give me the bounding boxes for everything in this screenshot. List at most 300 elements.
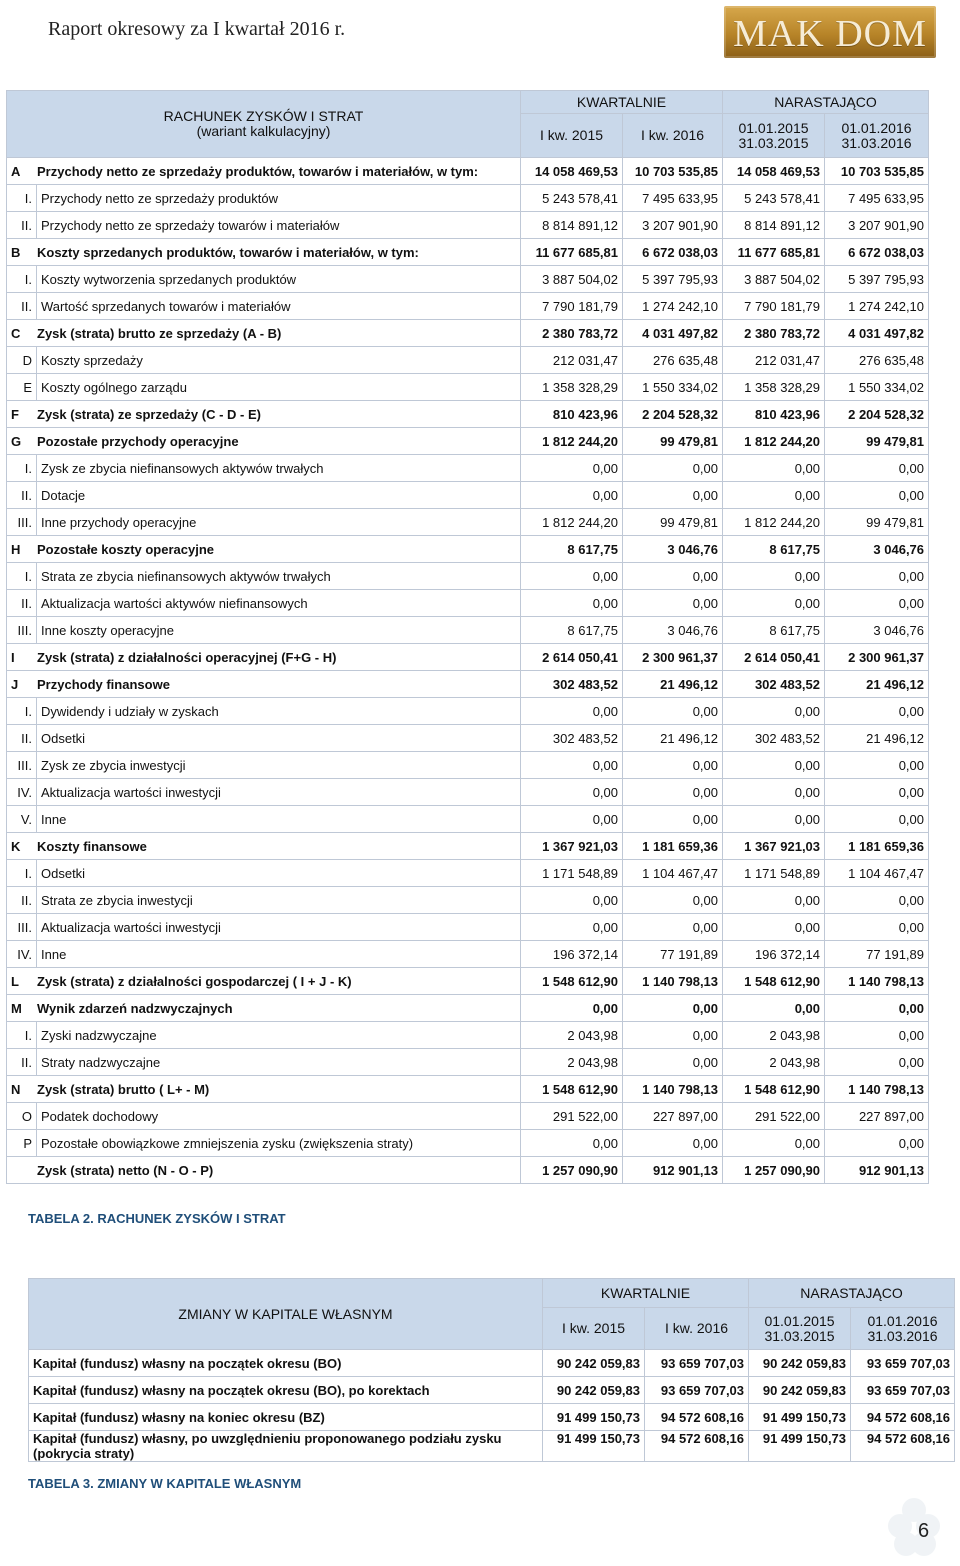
table2-col-c2015: 01.01.2015 31.03.2015 [749,1308,851,1350]
row-value: 0,00 [825,482,929,509]
row-value: 4 031 497,82 [623,320,723,347]
table2-col-q2015: I kw. 2015 [543,1308,645,1350]
row-code: III. [7,509,37,536]
row-value: 5 397 795,93 [623,266,723,293]
row-value: 91 499 150,73 [749,1431,851,1462]
row-value: 0,00 [623,995,723,1022]
table-row [7,428,929,455]
report-title: Raport okresowy za I kwartał 2016 r. [48,18,346,40]
row-code: H [11,541,21,557]
row-code: I. [7,266,37,293]
row-code: III. [7,617,37,644]
row-code: M [11,1000,22,1016]
row-value: 1 171 548,89 [723,860,825,887]
row-value: 2 043,98 [521,1022,623,1049]
row-value: 2 204 528,32 [825,401,929,428]
row-label: G Pozostałe przychody operacyjne [7,428,521,455]
row-label: Zysk (strata) netto (N - O - P) [7,1157,521,1184]
row-value: 0,00 [723,482,825,509]
row-value: 1 367 921,03 [521,833,623,860]
row-label: B Koszty sprzedanych produktów, towarów i materiałów, w tym: [7,239,521,266]
row-value: 0,00 [521,698,623,725]
row-value: 0,00 [521,563,623,590]
row-label: Strata ze zbycia inwestycji [37,887,521,914]
row-value: 99 479,81 [623,428,723,455]
row-code: V. [7,806,37,833]
row-value: 0,00 [825,698,929,725]
row-label: Odsetki [37,725,521,752]
row-value: 21 496,12 [825,671,929,698]
row-value: 3 046,76 [825,536,929,563]
table-row [7,698,929,725]
table1-col-c2016: 01.01.2016 31.03.2016 [825,114,929,158]
table1-group-cumulative: NARASTAJĄCO [723,91,929,114]
table-row [7,1049,929,1076]
row-value: 1 812 244,20 [723,509,825,536]
row-value: 0,00 [723,752,825,779]
row-value: 291 522,00 [723,1103,825,1130]
row-value: 99 479,81 [623,509,723,536]
row-value: 77 191,89 [623,941,723,968]
row-value: 276 635,48 [623,347,723,374]
row-value: 0,00 [623,887,723,914]
row-value: 21 496,12 [825,725,929,752]
row-value: 21 496,12 [623,671,723,698]
row-code: I. [7,698,37,725]
table1-col-q2015: I kw. 2015 [521,114,623,158]
row-value: 3 207 901,90 [623,212,723,239]
row-value: 1 548 612,90 [723,968,825,995]
table-row [7,1076,929,1103]
row-code: P [7,1130,37,1157]
row-value: 3 887 504,02 [723,266,825,293]
row-value: 302 483,52 [521,671,623,698]
row-code: B [11,244,21,260]
row-code: I. [7,455,37,482]
row-value: 1 140 798,13 [825,1076,929,1103]
row-value: 0,00 [623,563,723,590]
row-label: Kapitał (fundusz) własny na koniec okresu (BZ) [29,1404,543,1431]
equity-changes-table [28,1278,955,1462]
table-row [7,914,929,941]
table-row [7,266,929,293]
row-label: C Zysk (strata) brutto ze sprzedaży (A - B) [7,320,521,347]
row-value: 0,00 [723,455,825,482]
row-value: 0,00 [825,563,929,590]
row-code: F [11,406,19,422]
row-value: 0,00 [825,806,929,833]
row-value: 8 617,75 [521,536,623,563]
row-value: 7 495 633,95 [825,185,929,212]
row-value: 1 274 242,10 [623,293,723,320]
row-value: 94 572 608,16 [645,1404,749,1431]
row-value: 0,00 [521,455,623,482]
row-value: 90 242 059,83 [749,1350,851,1377]
row-value: 2 380 783,72 [521,320,623,347]
row-value: 1 257 090,90 [521,1157,623,1184]
row-value: 0,00 [623,590,723,617]
row-value: 7 790 181,79 [521,293,623,320]
row-label: N Zysk (strata) brutto ( L+ - M) [7,1076,521,1103]
row-value: 0,00 [623,482,723,509]
flower-watermark-icon [884,1490,944,1560]
table1-caption: TABELA 2. RACHUNEK ZYSKÓW I STRAT [28,1211,286,1226]
row-value: 7 495 633,95 [623,185,723,212]
row-label: Kapitał (fundusz) własny, po uwzględnieniu proponowanego podziału zysku (pokrycia straty) [29,1431,543,1462]
row-value: 810 423,96 [521,401,623,428]
table-row [7,293,929,320]
row-value: 0,00 [723,563,825,590]
table2-title: ZMIANY W KAPITALE WŁASNYM [29,1279,543,1350]
row-value: 8 814 891,12 [723,212,825,239]
row-value: 1 140 798,13 [825,968,929,995]
row-value: 0,00 [723,779,825,806]
row-label: Aktualizacja wartości inwestycji [37,779,521,806]
row-code: N [11,1081,21,1097]
table-row [7,779,929,806]
row-value: 8 617,75 [723,536,825,563]
row-value: 196 372,14 [521,941,623,968]
row-value: 1 171 548,89 [521,860,623,887]
row-value: 1 358 328,29 [723,374,825,401]
row-value: 8 617,75 [723,617,825,644]
row-value: 0,00 [723,887,825,914]
table-row [7,401,929,428]
row-value: 0,00 [521,806,623,833]
table-row [7,239,929,266]
row-label: Koszty ogólnego zarządu [37,374,521,401]
row-value: 10 703 535,85 [825,158,929,185]
row-label: Straty nadzwyczajne [37,1049,521,1076]
table-row [7,374,929,401]
row-value: 0,00 [623,455,723,482]
row-label: Koszty wytworzenia sprzedanych produktów [37,266,521,293]
row-value: 1 548 612,90 [521,1076,623,1103]
row-value: 6 672 038,03 [825,239,929,266]
row-value: 227 897,00 [825,1103,929,1130]
row-value: 0,00 [825,1049,929,1076]
table2-group-quarterly: KWARTALNIE [543,1279,749,1308]
row-value: 810 423,96 [723,401,825,428]
row-value: 196 372,14 [723,941,825,968]
row-value: 1 181 659,36 [623,833,723,860]
table-row [7,185,929,212]
row-value: 5 397 795,93 [825,266,929,293]
row-value: 1 181 659,36 [825,833,929,860]
table1-col-c2015: 01.01.2015 31.03.2015 [723,114,825,158]
table2-group-cumulative: NARASTAJĄCO [749,1279,955,1308]
row-value: 11 677 685,81 [723,239,825,266]
table-row [7,752,929,779]
page-number: 6 [918,1520,930,1542]
row-value: 99 479,81 [825,509,929,536]
company-logo [724,6,936,58]
table2-col-c2016: 01.01.2016 31.03.2016 [851,1308,955,1350]
row-value: 14 058 469,53 [521,158,623,185]
row-value: 212 031,47 [521,347,623,374]
row-label: Odsetki [37,860,521,887]
row-code: II. [7,1049,37,1076]
row-value: 93 659 707,03 [851,1350,955,1377]
row-value: 212 031,47 [723,347,825,374]
row-code: L [11,973,19,989]
table-row [7,941,929,968]
row-value: 21 496,12 [623,725,723,752]
table-row [7,536,929,563]
row-value: 0,00 [723,914,825,941]
row-value: 1 104 467,47 [825,860,929,887]
row-value: 0,00 [825,995,929,1022]
row-value: 0,00 [521,995,623,1022]
row-code: II. [7,212,37,239]
row-value: 91 499 150,73 [543,1431,645,1462]
row-value: 3 046,76 [623,536,723,563]
row-value: 10 703 535,85 [623,158,723,185]
row-label: Aktualizacja wartości inwestycji [37,914,521,941]
row-value: 3 046,76 [825,617,929,644]
row-value: 0,00 [825,590,929,617]
table-row [7,995,929,1022]
row-value: 0,00 [623,806,723,833]
row-value: 2 204 528,32 [623,401,723,428]
row-value: 8 814 891,12 [521,212,623,239]
row-value: 1 550 334,02 [623,374,723,401]
table-row [7,671,929,698]
row-value: 93 659 707,03 [645,1377,749,1404]
table-row [7,1103,929,1130]
row-value: 1 812 244,20 [723,428,825,455]
row-label: Zysk ze zbycia niefinansowych aktywów trwałych [37,455,521,482]
row-label: Dywidendy i udziały w zyskach [37,698,521,725]
row-value: 2 614 050,41 [723,644,825,671]
table-row [7,1130,929,1157]
row-code: I. [7,1022,37,1049]
row-label: F Zysk (strata) ze sprzedaży (C - D - E) [7,401,521,428]
row-value: 0,00 [825,752,929,779]
table-row [7,860,929,887]
row-value: 94 572 608,16 [645,1431,749,1462]
row-value: 2 614 050,41 [521,644,623,671]
row-code: J [11,676,19,692]
row-value: 0,00 [825,914,929,941]
row-label: Inne [37,941,521,968]
row-value: 7 790 181,79 [723,293,825,320]
row-value: 0,00 [521,914,623,941]
row-value: 14 058 469,53 [723,158,825,185]
row-value: 90 242 059,83 [749,1377,851,1404]
row-code: I. [7,185,37,212]
row-label: Zysk ze zbycia inwestycji [37,752,521,779]
row-value: 1 367 921,03 [723,833,825,860]
page-header [0,0,960,70]
row-code: III. [7,914,37,941]
table-row [7,455,929,482]
table-row [7,320,929,347]
row-code: E [7,374,37,401]
row-value: 0,00 [623,779,723,806]
row-label: Podatek dochodowy [37,1103,521,1130]
row-value: 3 207 901,90 [825,212,929,239]
table-row [7,563,929,590]
row-label: I Zysk (strata) z działalności operacyjnej (F+G - H) [7,644,521,671]
row-value: 3 046,76 [623,617,723,644]
row-label: Strata ze zbycia niefinansowych aktywów trwałych [37,563,521,590]
row-value: 90 242 059,83 [543,1377,645,1404]
table-row [7,887,929,914]
table1-group-quarterly: KWARTALNIE [521,91,723,114]
row-label: Zyski nadzwyczajne [37,1022,521,1049]
row-value: 2 300 961,37 [623,644,723,671]
table-row [7,212,929,239]
row-code: II. [7,293,37,320]
row-value: 91 499 150,73 [543,1404,645,1431]
table-row [7,158,929,185]
row-value: 1 548 612,90 [723,1076,825,1103]
row-code: II. [7,725,37,752]
row-value: 0,00 [825,1022,929,1049]
row-code: III. [7,752,37,779]
table-row [7,1157,929,1184]
row-value: 1 548 612,90 [521,968,623,995]
table-row [7,617,929,644]
row-label: Przychody netto ze sprzedaży towarów i materiałów [37,212,521,239]
row-value: 0,00 [521,887,623,914]
row-label: Przychody netto ze sprzedaży produktów [37,185,521,212]
row-value: 1 550 334,02 [825,374,929,401]
logo-text: MAK DOM [733,13,927,55]
row-value: 912 901,13 [623,1157,723,1184]
row-value: 8 617,75 [521,617,623,644]
row-value: 5 243 578,41 [521,185,623,212]
row-value: 0,00 [521,752,623,779]
row-label: M Wynik zdarzeń nadzwyczajnych [7,995,521,1022]
row-value: 94 572 608,16 [851,1404,955,1431]
row-value: 1 274 242,10 [825,293,929,320]
row-value: 302 483,52 [521,725,623,752]
row-value: 0,00 [521,590,623,617]
row-value: 0,00 [623,1049,723,1076]
row-label: Dotacje [37,482,521,509]
row-value: 1 812 244,20 [521,428,623,455]
row-code: II. [7,482,37,509]
table-row [29,1404,955,1431]
table2-caption: TABELA 3. ZMIANY W KAPITALE WŁASNYM [28,1476,302,1491]
row-value: 2 043,98 [521,1049,623,1076]
row-label: K Koszty finansowe [7,833,521,860]
row-label: H Pozostałe koszty operacyjne [7,536,521,563]
table-row [7,725,929,752]
row-code: II. [7,590,37,617]
table1-title: RACHUNEK ZYSKÓW I STRAT (wariant kalkulacyjny) [7,91,521,158]
row-code: D [7,347,37,374]
row-value: 2 300 961,37 [825,644,929,671]
row-value: 0,00 [723,995,825,1022]
row-value: 276 635,48 [825,347,929,374]
row-value: 77 191,89 [825,941,929,968]
row-value: 4 031 497,82 [825,320,929,347]
row-code: IV. [7,779,37,806]
table-row [7,347,929,374]
table-row [7,833,929,860]
row-code: O [7,1103,37,1130]
row-value: 0,00 [623,1022,723,1049]
table-row [7,644,929,671]
row-label: Kapitał (fundusz) własny na początek okresu (BO), po korektach [29,1377,543,1404]
row-label: Wartość sprzedanych towarów i materiałów [37,293,521,320]
row-code: IV. [7,941,37,968]
row-value: 2 380 783,72 [723,320,825,347]
row-value: 0,00 [825,779,929,806]
table-row [7,509,929,536]
row-value: 0,00 [623,914,723,941]
row-label: Inne [37,806,521,833]
row-value: 2 043,98 [723,1049,825,1076]
row-value: 0,00 [521,482,623,509]
row-value: 0,00 [825,455,929,482]
row-value: 0,00 [723,698,825,725]
row-value: 0,00 [723,1130,825,1157]
row-value: 3 887 504,02 [521,266,623,293]
row-value: 2 043,98 [723,1022,825,1049]
row-value: 0,00 [623,698,723,725]
row-label: L Zysk (strata) z działalności gospodarczej ( I + J - K) [7,968,521,995]
row-code: G [11,433,22,449]
row-value: 1 257 090,90 [723,1157,825,1184]
table-row [29,1377,955,1404]
row-label: Pozostałe obowiązkowe zmniejszenia zysku (zwiększenia straty) [37,1130,521,1157]
row-value: 1 140 798,13 [623,1076,723,1103]
row-value: 93 659 707,03 [851,1377,955,1404]
row-value: 302 483,52 [723,671,825,698]
row-value: 11 677 685,81 [521,239,623,266]
row-value: 94 572 608,16 [851,1431,955,1462]
row-value: 0,00 [723,806,825,833]
row-code: K [11,838,21,854]
row-code: I [11,649,15,665]
row-label: Aktualizacja wartości aktywów niefinansowych [37,590,521,617]
row-label: Koszty sprzedaży [37,347,521,374]
row-label: J Przychody finansowe [7,671,521,698]
table-row [7,1022,929,1049]
income-statement-table [6,90,929,1184]
row-code: C [11,325,21,341]
row-value: 5 243 578,41 [723,185,825,212]
table1-col-q2016: I kw. 2016 [623,114,723,158]
row-value: 0,00 [825,887,929,914]
row-label: Inne koszty operacyjne [37,617,521,644]
table-row [7,968,929,995]
table-row [7,806,929,833]
row-value: 1 104 467,47 [623,860,723,887]
row-label: A Przychody netto ze sprzedaży produktów, towarów i materiałów, w tym: [7,158,521,185]
row-value: 93 659 707,03 [645,1350,749,1377]
row-value: 90 242 059,83 [543,1350,645,1377]
row-value: 0,00 [521,779,623,806]
table-row [29,1431,955,1462]
row-value: 99 479,81 [825,428,929,455]
table2-col-q2016: I kw. 2016 [645,1308,749,1350]
row-value: 0,00 [521,1130,623,1157]
row-value: 1 358 328,29 [521,374,623,401]
row-value: 912 901,13 [825,1157,929,1184]
row-value: 227 897,00 [623,1103,723,1130]
table-row [7,590,929,617]
row-label: Kapitał (fundusz) własny na początek okresu (BO) [29,1350,543,1377]
row-code: I. [7,860,37,887]
row-value: 0,00 [825,1130,929,1157]
row-value: 291 522,00 [521,1103,623,1130]
row-value: 0,00 [623,752,723,779]
